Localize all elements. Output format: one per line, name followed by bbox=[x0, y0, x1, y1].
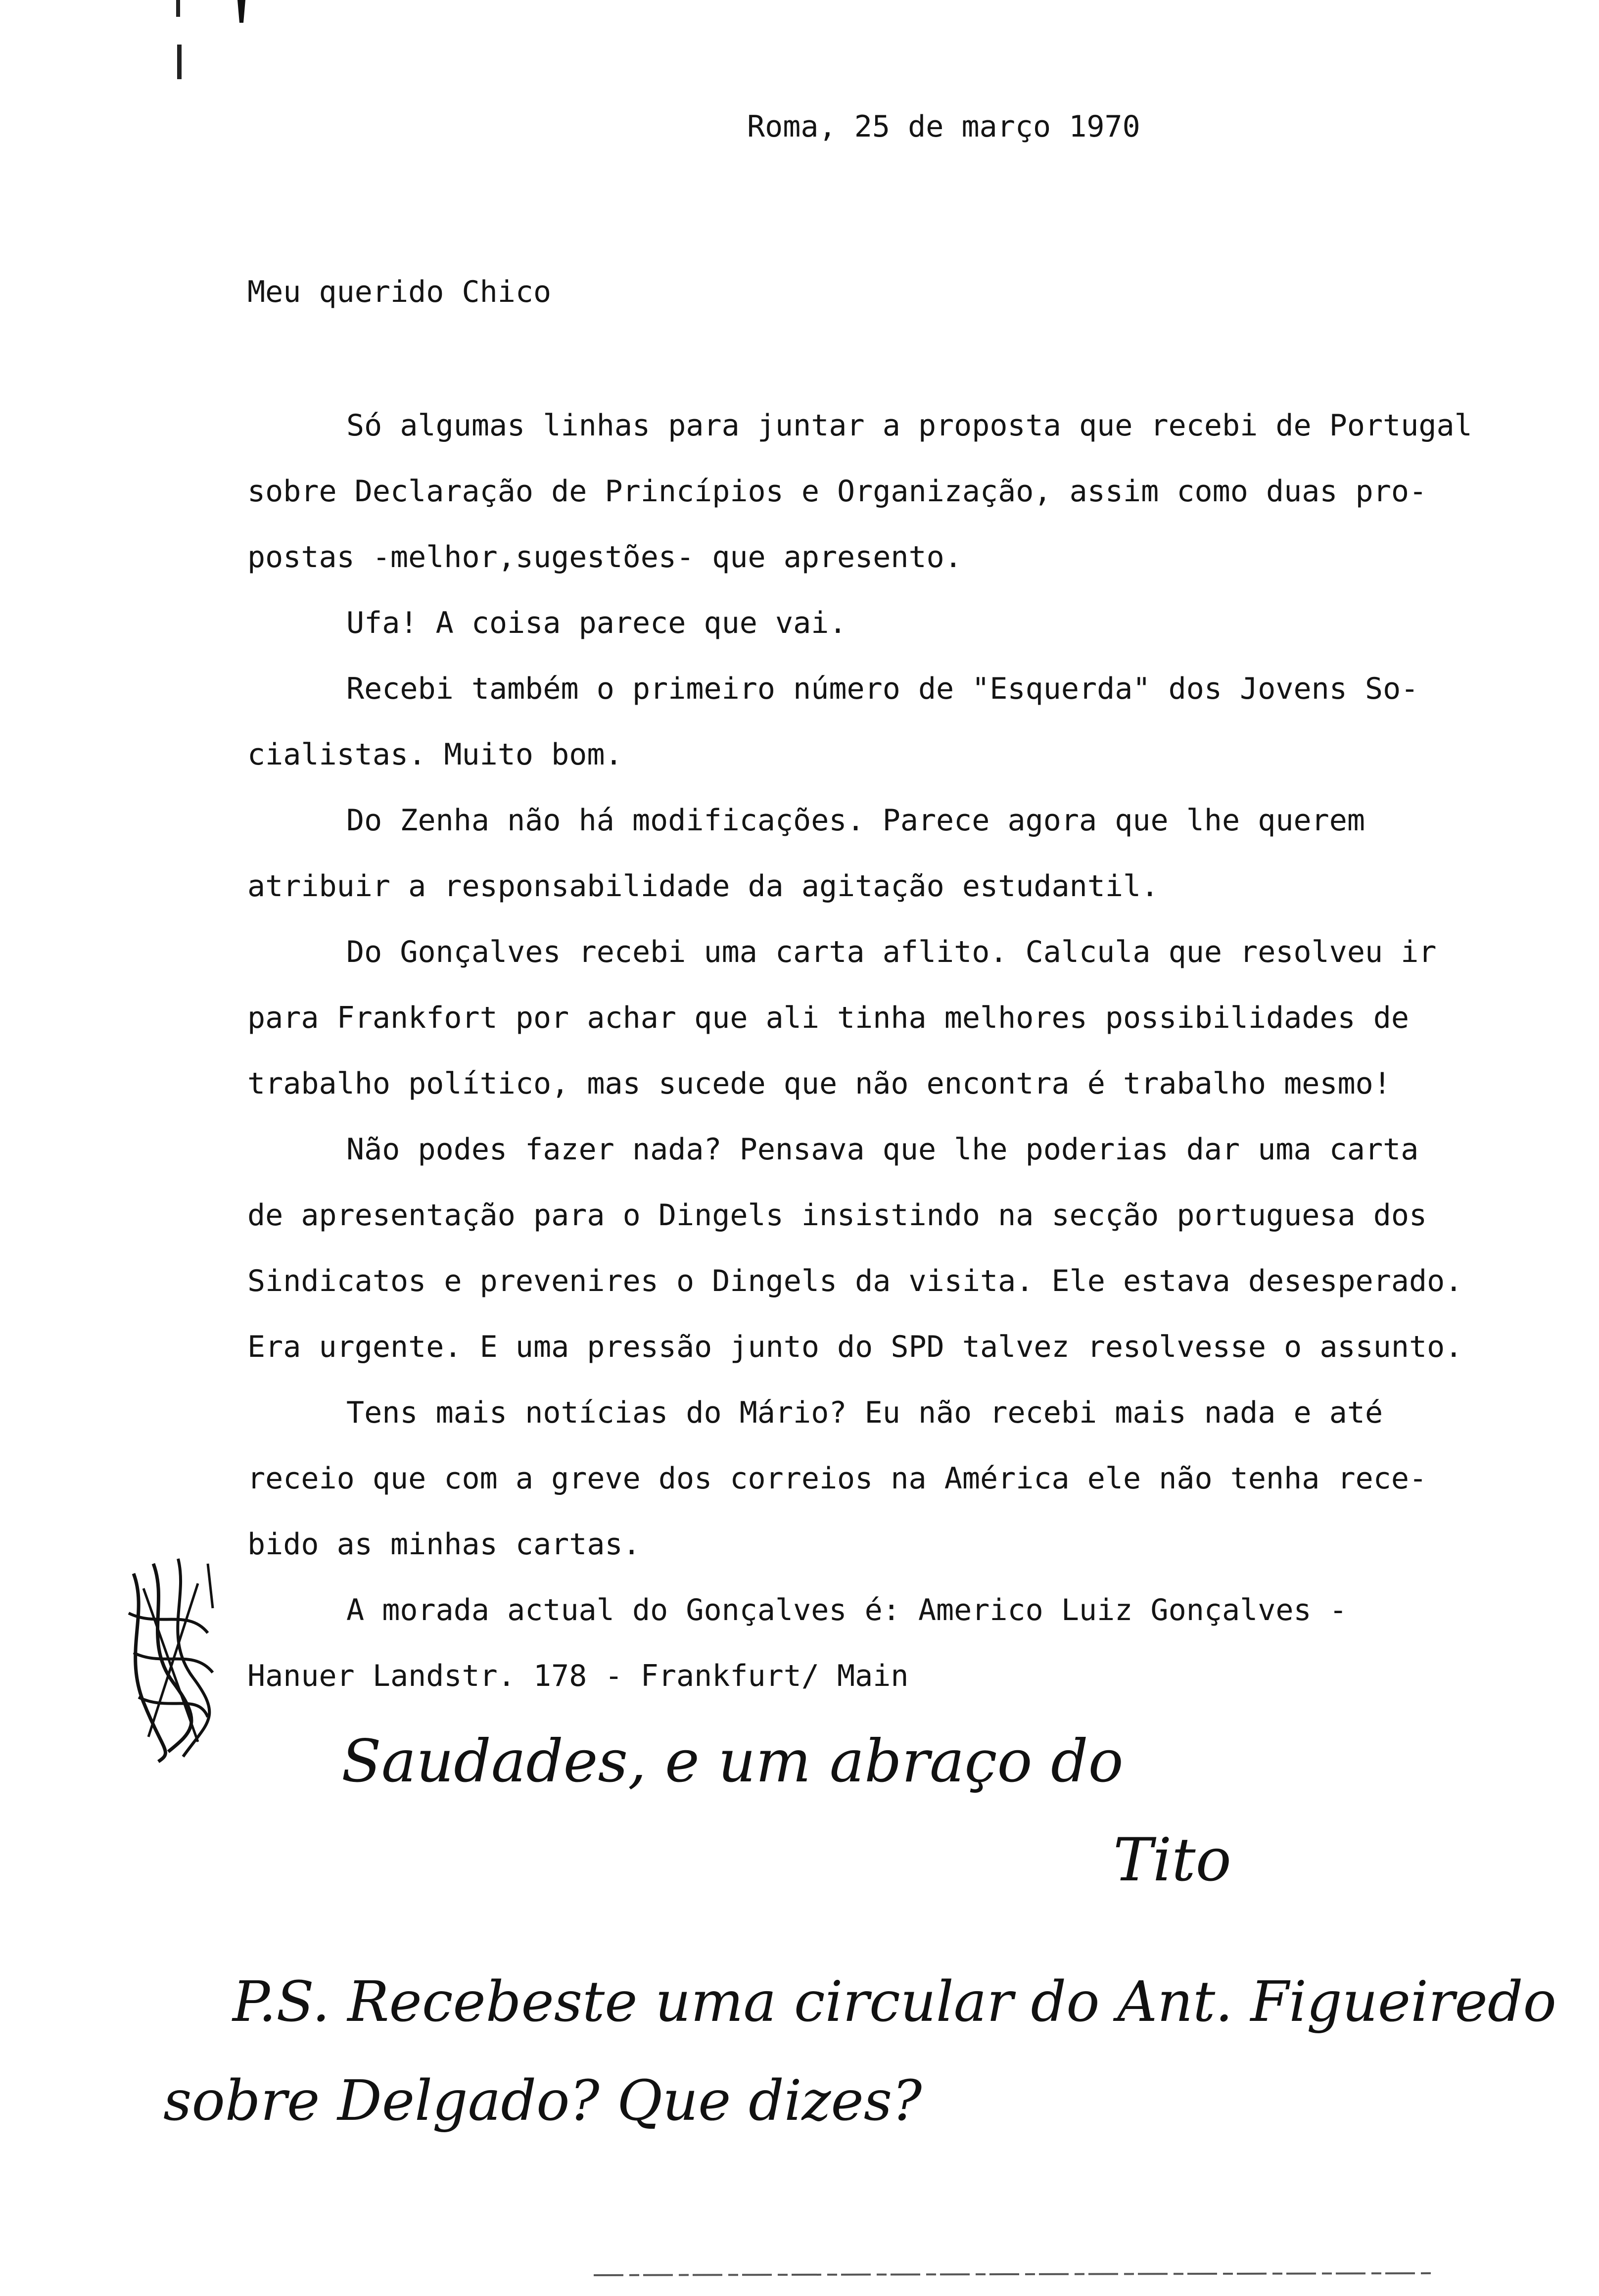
body-line-3: postas -melhor,sugestões- que apresento. bbox=[247, 540, 962, 574]
handwritten-postscript-line-1: P.S. Recebeste uma circular do Ant. Figueiredo bbox=[233, 1970, 1556, 2034]
body-line-4: Ufa! A coisa parece que vai. bbox=[346, 606, 847, 640]
body-line-16: Tens mais notícias do Mário? Eu não recebi mais nada e até bbox=[346, 1395, 1383, 1430]
body-line-10: para Frankfort por achar que ali tinha melhores possibilidades de bbox=[247, 1001, 1409, 1035]
body-line-14: Sindicatos e prevenires o Dingels da visita. Ele estava desesperado. bbox=[247, 1264, 1463, 1298]
body-line-15: Era urgente. E uma pressão junto do SPD talvez resolvesse o assunto. bbox=[247, 1330, 1463, 1364]
body-line-12: Não podes fazer nada? Pensava que lhe poderias dar uma carta bbox=[346, 1132, 1419, 1167]
body-line-11: trabalho político, mas sucede que não encontra é trabalho mesmo! bbox=[247, 1066, 1391, 1101]
body-line-19: A morada actual do Gonçalves é: Americo Luiz Gonçalves - bbox=[346, 1593, 1347, 1627]
body-line-1: Só algumas linhas para juntar a proposta que recebi de Portugal bbox=[346, 408, 1472, 443]
body-line-7: Do Zenha não há modificações. Parece agora que lhe querem bbox=[346, 803, 1365, 838]
margin-scribble bbox=[114, 1554, 228, 1771]
date-line: Roma, 25 de março 1970 bbox=[747, 109, 1140, 144]
body-line-8: atribuir a responsabilidade da agitação estudantil. bbox=[247, 869, 1159, 904]
handwritten-postscript-line-2: sobre Delgado? Que dizes? bbox=[163, 2069, 922, 2133]
body-line-20: Hanuer Landstr. 178 - Frankfurt/ Main bbox=[247, 1659, 909, 1693]
body-line-17: receio que com a greve dos correios na América ele não tenha rece- bbox=[247, 1461, 1427, 1496]
handwritten-signature: Tito bbox=[1113, 1826, 1231, 1895]
salutation: Meu querido Chico bbox=[247, 275, 552, 309]
bottom-edge-line bbox=[594, 2266, 1435, 2281]
body-line-13: de apresentação para o Dingels insistindo na secção portuguesa dos bbox=[247, 1198, 1427, 1233]
body-line-18: bido as minhas cartas. bbox=[247, 1527, 641, 1562]
body-line-5: Recebi também o primeiro número de "Esquerda" dos Jovens So- bbox=[346, 671, 1419, 706]
handwritten-closing: Saudades, e um abraço do bbox=[341, 1727, 1124, 1795]
body-line-6: cialistas. Muito bom. bbox=[247, 737, 623, 772]
staple-marks bbox=[168, 0, 267, 99]
body-line-9: Do Gonçalves recebi uma carta aflito. Calcula que resolveu ir bbox=[346, 935, 1437, 969]
body-line-2: sobre Declaração de Princípios e Organização, assim como duas pro- bbox=[247, 474, 1427, 509]
